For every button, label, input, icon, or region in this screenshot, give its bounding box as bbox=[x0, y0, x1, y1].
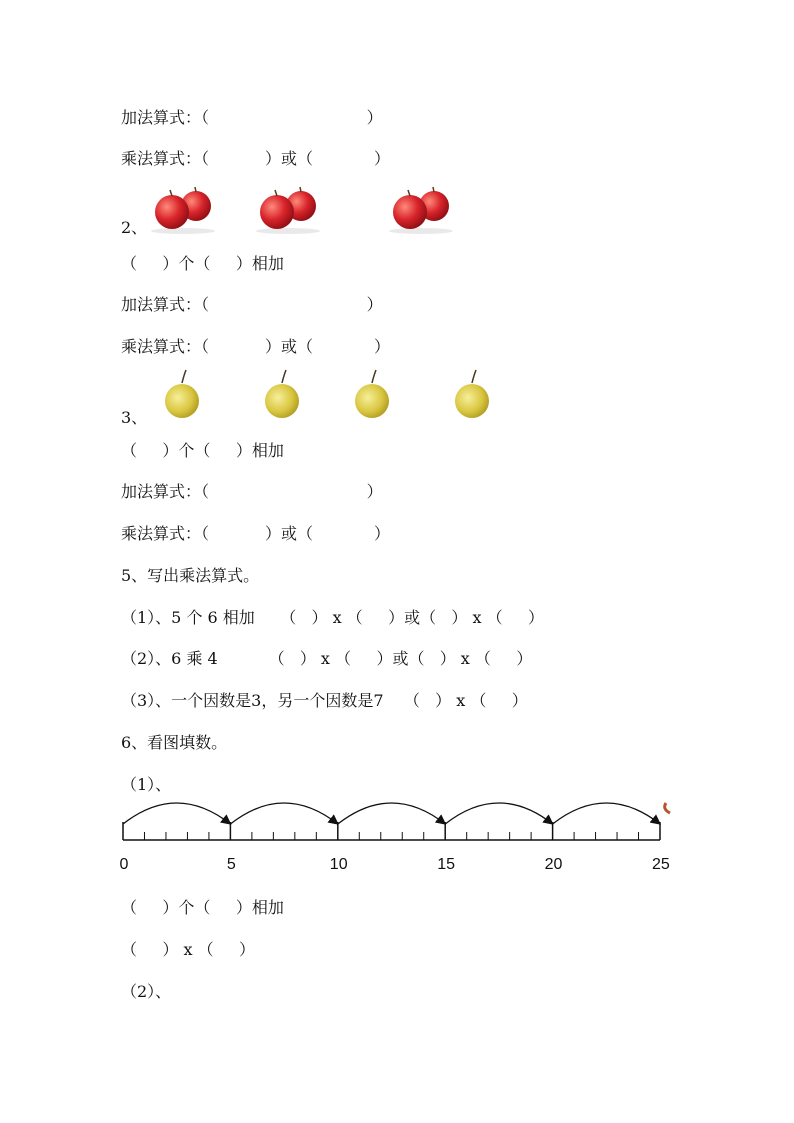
addition-formula-line-2: 加法算式：（ ） bbox=[121, 295, 383, 314]
jump-arc bbox=[230, 803, 337, 824]
question-3-label: 3、 bbox=[121, 408, 148, 427]
question-6-sub2-label: （2）、 bbox=[121, 982, 172, 1001]
addition-formula-line-1: 加法算式：（ ） bbox=[121, 108, 383, 127]
jump-arc bbox=[445, 803, 552, 824]
tick-label: 5 bbox=[226, 856, 236, 873]
jump-arc bbox=[338, 803, 445, 824]
count-line-2: （ ）个（ ）相加 bbox=[121, 254, 284, 273]
tick-label: 0 bbox=[119, 856, 129, 873]
jump-arc bbox=[123, 803, 230, 824]
question-5-item-1: （1）、5 个 6 相加 （ ） x （ ）或（ ） x （ ） bbox=[121, 608, 544, 627]
question-5-title: 5、写出乘法算式。 bbox=[121, 566, 260, 585]
pear-image bbox=[162, 369, 202, 421]
question-6-title: 6、看图填数。 bbox=[121, 733, 228, 752]
question-5-item-2: （2）、6 乘 4 （ ） x （ ）或（ ） x （ ） bbox=[121, 649, 533, 668]
number-line-diagram bbox=[110, 795, 680, 885]
apple-pair-image bbox=[148, 186, 218, 234]
addition-formula-line-3: 加法算式：（ ） bbox=[121, 482, 383, 501]
jump-arc bbox=[553, 803, 660, 824]
count-line-3: （ ）个（ ）相加 bbox=[121, 441, 284, 460]
question-5-item-3: （3）、一个因数是3，另一个因数是7 （ ） x （ ） bbox=[121, 691, 528, 710]
pear-image bbox=[262, 369, 302, 421]
apple-pair-image bbox=[253, 186, 323, 234]
decorative-curve-mark bbox=[665, 803, 670, 813]
tick-label: 25 bbox=[652, 856, 670, 873]
tick-label: 15 bbox=[437, 856, 455, 873]
multiplication-formula-line-1: 乘法算式：（ ）或（ ） bbox=[121, 149, 390, 168]
pear-image bbox=[452, 369, 492, 421]
count-line-6: （ ）个（ ）相加 bbox=[121, 898, 284, 917]
multiplication-line-6: （ ） x （ ） bbox=[121, 940, 256, 959]
tick-label: 20 bbox=[544, 856, 563, 873]
question-2-label: 2、 bbox=[121, 218, 148, 237]
pear-image bbox=[352, 369, 392, 421]
tick-label: 10 bbox=[329, 856, 348, 873]
multiplication-formula-line-3: 乘法算式：（ ）或（ ） bbox=[121, 524, 390, 543]
multiplication-formula-line-2: 乘法算式：（ ）或（ ） bbox=[121, 337, 390, 356]
question-6-sub1-label: （1）、 bbox=[121, 775, 172, 794]
apple-pair-image bbox=[386, 186, 456, 234]
